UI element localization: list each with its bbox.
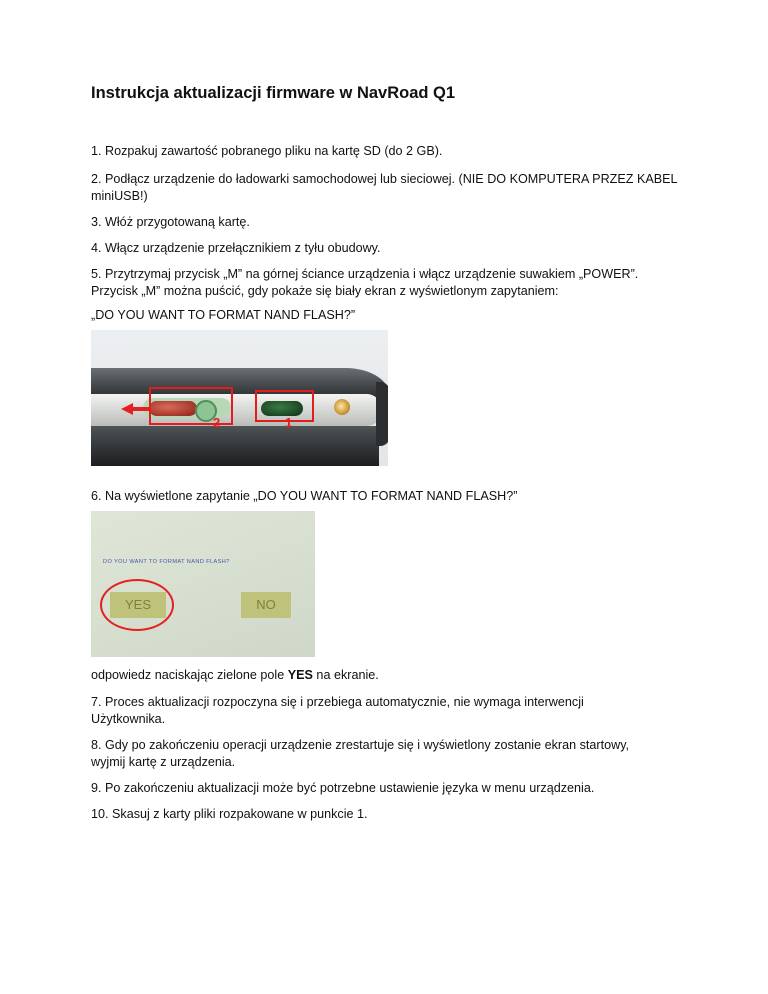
marker-label-1: 1 xyxy=(285,415,293,430)
step-3: 3. Włóż przygotowaną kartę. xyxy=(91,215,250,229)
step-6: 6. Na wyświetlone zapytanie „DO YOU WANT TO FORMAT NAND FLASH?” xyxy=(91,489,518,503)
device-right-edge xyxy=(376,382,388,446)
screen-no-button: NO xyxy=(241,592,291,618)
slide-arrow-icon xyxy=(121,403,133,415)
device-bottom-shell xyxy=(91,426,379,466)
device-photo xyxy=(91,330,388,466)
step-10: 10. Skasuj z karty pliki rozpakowane w punkcie 1. xyxy=(91,807,368,821)
answer-line xyxy=(91,667,379,683)
step-4: 4. Włącz urządzenie przełącznikiem z tyłu obudowy. xyxy=(91,241,381,255)
step-2-line-2: miniUSB!) xyxy=(91,189,148,203)
answer-prefix: odpowiedz naciskając zielone pole xyxy=(91,668,288,682)
step-2-line-1: 2. Podłącz urządzenie do ładowarki samochodowej lub sieciowej. (NIE DO KOMPUTERA PRZEZ KABEL xyxy=(91,172,678,186)
answer-suffix: na ekranie. xyxy=(312,668,379,682)
step-9: 9. Po zakończeniu aktualizacji może być potrzebne ustawienie języka w menu urządzenia. xyxy=(91,781,595,795)
screen-yes-button: YES xyxy=(110,592,166,618)
step-5-line-3: „DO YOU WANT TO FORMAT NAND FLASH?” xyxy=(91,308,356,322)
marker-box-2 xyxy=(149,387,233,425)
step-5-line-2: Przycisk „M” można puścić, gdy pokaże się biały ekran z wyświetlonym zapytaniem: xyxy=(91,284,559,298)
step-7-line-1: 7. Proces aktualizacji rozpoczyna się i przebiega automatycznie, nie wymaga interwencji xyxy=(91,695,584,709)
step-5-line-1: 5. Przytrzymaj przycisk „M” na górnej ściance urządzenia i włącz urządzenie suwakiem „POWER”. xyxy=(91,267,639,281)
step-1: 1. Rozpakuj zawartość pobranego pliku na kartę SD (do 2 GB). xyxy=(91,144,443,158)
status-led xyxy=(334,399,350,415)
yes-highlight-circle xyxy=(100,579,174,631)
screen-question: DO YOU WANT TO FORMAT NAND FLASH? xyxy=(103,559,230,565)
screen-photo xyxy=(91,511,315,657)
answer-yes-bold: YES xyxy=(287,668,313,682)
document-title: Instrukcja aktualizacji firmware w NavRoad Q1 xyxy=(91,84,456,102)
slide-arrow-shaft xyxy=(131,407,151,411)
step-8-line-1: 8. Gdy po zakończeniu operacji urządzenie zrestartuje się i wyświetlony zostanie ekran startowy, xyxy=(91,738,630,752)
marker-label-2: 2 xyxy=(213,415,221,430)
step-8-line-2: wyjmij kartę z urządzenia. xyxy=(91,755,236,769)
step-7-line-2: Użytkownika. xyxy=(91,712,166,726)
